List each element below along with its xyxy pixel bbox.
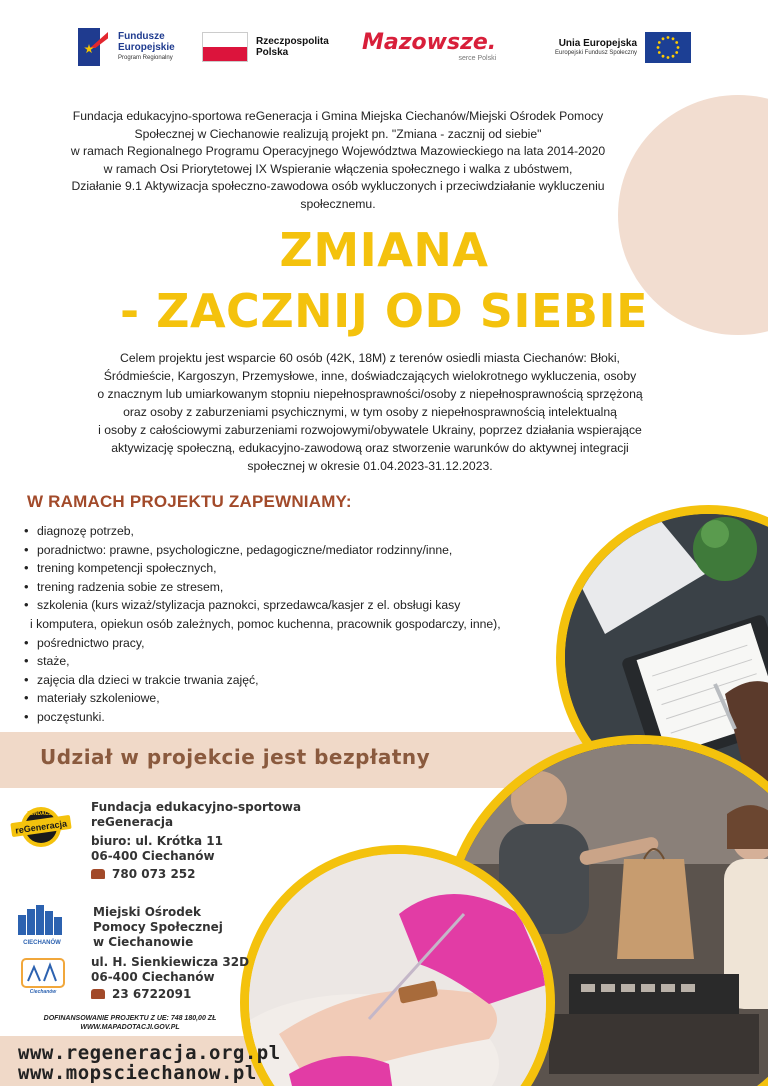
list-item: • zajęcia dla dzieci w trakcie trwania zajęć,: [22, 671, 582, 690]
ue-line1: Unia Europejska: [558, 38, 638, 49]
fe-line3: Program Regionalny: [118, 54, 173, 61]
contact2-phone-row: [91, 987, 191, 1001]
unia-europejska-logo: [555, 22, 691, 72]
contact1-org: [91, 800, 301, 830]
goal-line: o znacznym lub umiarkowanym stopniu niepełnosprawności/osoby z niepełnosprawnością sprzężoną: [97, 387, 643, 401]
rzeczpospolita-logo: [202, 22, 329, 72]
goal-line: społecznej w okresie 01.04.2023-31.12.2023.: [247, 459, 493, 473]
contact1-address: [91, 834, 223, 864]
contact2-org: [93, 905, 223, 950]
ue-line2: Europejski Fundusz Społeczny: [555, 50, 638, 56]
list-item: • trening radzenia sobie ze stresem,: [22, 578, 582, 597]
org-name-line: reGeneracja: [91, 815, 174, 829]
fe-line1: Fundusze: [118, 30, 165, 42]
free-participation-text: Udział w projekcie jest bezpłatny: [40, 745, 431, 769]
goal-line: Celem projektu jest wsparcie 60 osób (42K, 18M) z terenów osiedli miasta Ciechanów: Błoki,: [120, 351, 620, 365]
org-name-line: Fundacja edukacyjno-sportowa: [91, 800, 302, 814]
funding-amount: DOFINANSOWANIE PROJEKTU Z UE: 748 180,00 ZŁ: [43, 1015, 217, 1022]
offer-list: [22, 522, 582, 727]
intro-line: Działanie 9.1 Aktywizacja społeczno-zawodowa osób wykluczonych i przeciwdziałanie wykluczeniu: [71, 179, 605, 193]
phone-icon: [91, 869, 105, 879]
section-heading: W RAMACH PROJEKTU ZAPEWNIAMY:: [27, 492, 352, 511]
list-item: • szkolenia (kurs wizaż/stylizacja paznokci, sprzedawca/kasjer z el. obsługi kasy: [22, 596, 582, 615]
fe-mark-icon: [78, 28, 112, 66]
mazowsze-logo: [362, 22, 496, 72]
regeneracja-logo: [10, 805, 72, 849]
funding-note: [20, 1014, 240, 1032]
phone-icon: [91, 989, 105, 999]
svg-text:Ciechanów: Ciechanów: [29, 989, 57, 995]
org-name-line: Miejski Ośrodek: [93, 905, 201, 919]
project-goal-paragraph: [60, 349, 680, 475]
regeneracja-website-link[interactable]: www.regeneracja.org.pl: [18, 1042, 281, 1064]
project-title-line1: ZMIANA: [279, 223, 489, 277]
list-item: • trening kompetencji społecznych,: [22, 559, 582, 578]
address-line: biuro: ul. Krótka 11: [91, 834, 223, 848]
fe-line2: Europejskie: [118, 41, 175, 53]
address-line: ul. H. Sienkiewicza 32D: [91, 955, 250, 969]
intro-paragraph: [28, 108, 648, 213]
goal-line: Śródmieście, Kargoszyn, Przemysłowe, inne, doświadczających wielokrotnego wykluczenia, osoby: [103, 369, 637, 383]
funding-website[interactable]: WWW.MAPADOTACJI.GOV.PL: [80, 1024, 180, 1031]
contact1-phone[interactable]: 780 073 252: [112, 867, 196, 881]
mops-logo-subtext: CIECHANÓW: [23, 940, 61, 946]
contact2-address: [91, 955, 249, 985]
rp-line1: Rzeczpospolita: [256, 36, 329, 47]
contact1-phone-row: [91, 867, 196, 881]
eu-flag-icon: [645, 32, 691, 63]
contact2-phone[interactable]: 23 6722091: [112, 987, 192, 1001]
project-title-line2: - ZACZNIJ OD SIEBIE: [120, 284, 648, 338]
org-name-line: Pomocy Społecznej: [93, 920, 223, 934]
address-line: 06-400 Ciechanów: [91, 849, 215, 863]
rp-line2: Polska: [256, 47, 289, 58]
intro-line: w ramach Regionalnego Programu Operacyjnego Województwa Mazowieckiego na lata 2014-2020: [70, 144, 606, 158]
intro-line: Społecznej w Ciechanowie realizują projekt pn. "Zmiana - zacznij od siebie": [134, 126, 542, 141]
regeneracja-logo-text: reGeneracja: [14, 818, 68, 836]
list-item: • materiały szkoleniowe,: [22, 689, 582, 708]
ciechanow-city-logo: [20, 955, 66, 995]
polish-flag-icon: [202, 32, 248, 62]
list-item: • poczęstunki.: [22, 708, 582, 727]
mazowsze-wordmark: Mazowsze.: [362, 30, 497, 55]
mops-website-link[interactable]: www.mopsciechanow.pl: [18, 1062, 257, 1084]
org-name-line: w Ciechanowie: [93, 935, 194, 949]
intro-line: Fundacja edukacyjno-sportowa reGeneracja i Gmina Miejska Ciechanów/Miejski Ośrodek Pomocy: [72, 109, 604, 123]
intro-line: w ramach Osi Priorytetowej IX Wspieranie włączenia społecznego i walka z ubóstwem,: [103, 161, 573, 176]
mops-logo: [14, 903, 70, 947]
regeneracja-logo-top-text: FUNDACJA: [27, 811, 55, 817]
list-item: • staże,: [22, 652, 582, 671]
fundusze-europejskie-logo: [78, 22, 175, 72]
goal-line: aktywizację społeczną, edukacyjno-zawodową oraz stworzenie warunków do aktywnej integracji: [111, 441, 629, 455]
list-item: • diagnozę potrzeb,: [22, 522, 582, 541]
list-item: • poradnictwo: prawne, psychologiczne, pedagogiczne/mediator rodzinny/inne,: [22, 541, 582, 560]
address-line: 06-400 Ciechanów: [91, 970, 215, 984]
mazowsze-tagline: serce Polski: [458, 55, 497, 62]
funding-logos: [70, 22, 710, 72]
goal-line: i osoby z całościowymi zaburzeniami rozwojowymi/obywatele Ukrainy, poprzez działania wspierające: [98, 423, 642, 437]
list-item-continuation: i komputera, opiekun osób zależnych, pomoc kuchenna, pracownik gospodarczy, inne),: [30, 616, 501, 631]
list-item: • pośrednictwo pracy,: [22, 634, 582, 653]
goal-line: oraz osoby z zaburzeniami psychicznymi, w tym osoby z niepełnosprawnością intelektualną: [123, 405, 617, 419]
intro-line: społecznemu.: [300, 196, 376, 211]
